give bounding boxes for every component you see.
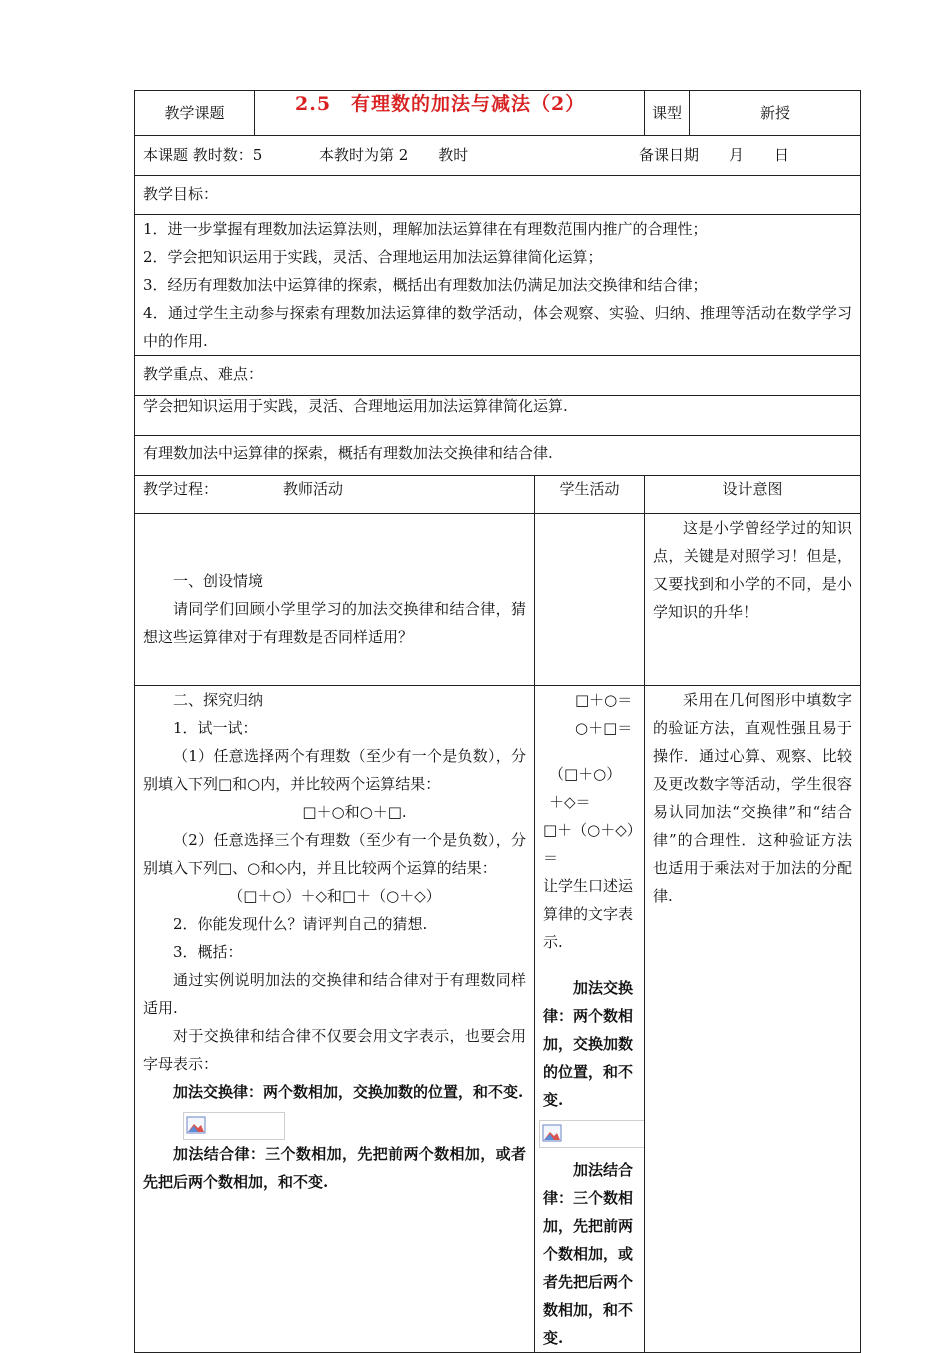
meta-row — [135, 136, 861, 176]
try-label: 1．试一试： — [173, 719, 258, 737]
question-2: （2）任意选择三个有理数（至少有一个是负数），分别填入下列□、○和◇内，并且比较两个运算的结果： — [143, 831, 526, 877]
lesson-plan-table — [134, 90, 861, 1353]
prep-date: 备课日期 月 日 — [639, 146, 790, 164]
focus-text: 学会把知识运用于实践，灵活、合理地运用加法运算律简化运算. — [135, 396, 861, 436]
student-expr-1: □＋○＝ — [575, 691, 633, 709]
student-expr-2: ○＋□＝ — [575, 719, 633, 737]
section1-student-cell — [535, 514, 645, 686]
difficulty-text: 有理数加法中运算律的探索，概括有理数加法交换律和结合律. — [135, 436, 861, 476]
total-hours: 本课题 教时数：5 — [143, 146, 263, 164]
summary-2: 对于交换律和结合律不仅要会用文字表示，也要会用字母表示： — [143, 1027, 526, 1073]
lesson-title: 2.5 有理数的加法与减法（2） — [255, 91, 645, 136]
section1-row — [135, 514, 861, 686]
commutative-law: 加法交换律：两个数相加，交换加数的位置，和不变. — [173, 1083, 524, 1101]
student-expr-3: （□＋○）＋◇＝ — [549, 765, 622, 811]
missing-image-placeholder — [183, 1112, 285, 1140]
section2-row — [135, 686, 861, 1353]
formula-2: （□＋○）＋◇和□＋（○＋◇） — [228, 887, 441, 905]
section1-design: 这是小学曾经学过的知识点，关键是对照学习！但是，又要找到和小学的不同，是小学知识的升华！ — [653, 519, 853, 621]
student-commutative-law: 加法交换律：两个数相加，交换加数的位置，和不变. — [543, 979, 634, 1109]
process-label: 教学过程： — [143, 480, 219, 498]
objectives-label: 教学目标： — [135, 176, 861, 215]
type-value: 新授 — [690, 91, 861, 136]
objectives-row — [135, 215, 861, 356]
broken-image-icon — [542, 1124, 562, 1142]
design-header: 设计意图 — [645, 476, 861, 514]
section1-heading: 一、创设情境 — [173, 571, 264, 590]
process-header-row — [135, 476, 861, 514]
objective-item: 3．经历有理数加法中运算律的探索，概括出有理数加法仍满足加法交换律和结合律； — [143, 276, 708, 294]
objective-item: 1．进一步掌握有理数加法运算法则，理解加法运算律在有理数范围内推广的合理性； — [143, 220, 708, 238]
missing-image-placeholder — [539, 1120, 645, 1148]
current-hour: 本教时为第 2 教时 — [319, 146, 469, 164]
question-1: （1）任意选择两个有理数（至少有一个是负数），分别填入下列□和○内，并比较两个运算结果： — [143, 747, 526, 793]
find-prompt: 2．你能发现什么？请评判自己的猜想. — [173, 915, 428, 933]
objective-item: 2．学会把知识运用于实践，灵活、合理地运用加法运算律简化运算； — [143, 248, 603, 266]
summary-1: 通过实例说明加法的交换律和结合律对于有理数同样适用. — [143, 971, 526, 1017]
section1-body: 请同学们回顾小学里学习的加法交换律和结合律，猜想这些运算律对于有理数是否同样适用？ — [143, 599, 526, 646]
associative-law: 加法结合律：三个数相加，先把前两个数相加，或者先把后两个数相加，和不变. — [143, 1145, 526, 1191]
student-associative-law: 加法结合律：三个数相加，先把前两个数相加，或者先把后两个数相加，和不变. — [543, 1161, 634, 1347]
student-header: 学生活动 — [535, 476, 645, 514]
teacher-header: 教师活动 — [283, 480, 344, 498]
student-expr-4: □＋（○＋◇）＝ — [543, 821, 635, 867]
objective-item: 4．通过学生主动参与探索有理数加法运算律的数学活动，体会观察、实验、归纳、推理等活动在数学学习中的作用. — [143, 304, 853, 350]
broken-image-icon — [186, 1116, 206, 1134]
type-label: 课型 — [645, 91, 690, 136]
summary-label: 3．概括： — [173, 943, 243, 961]
topic-label: 教学课题 — [135, 91, 255, 136]
header-row — [135, 91, 861, 136]
student-note: 让学生口述运算律的文字表示. — [543, 877, 634, 951]
section2-heading: 二、探究归纳 — [173, 691, 264, 709]
formula-1: □＋○和○＋□. — [302, 803, 407, 821]
key-points-label: 教学重点、难点： — [135, 356, 861, 396]
section2-design: 采用在几何图形中填数字的验证方法，直观性强且易于操作．通过心算、观察、比较及更改数字等活动，学生很容易认同加法“交换律”和“结合律”的合理性．这种验证方法也适用于乘法对于加法的分配律. — [653, 691, 853, 905]
